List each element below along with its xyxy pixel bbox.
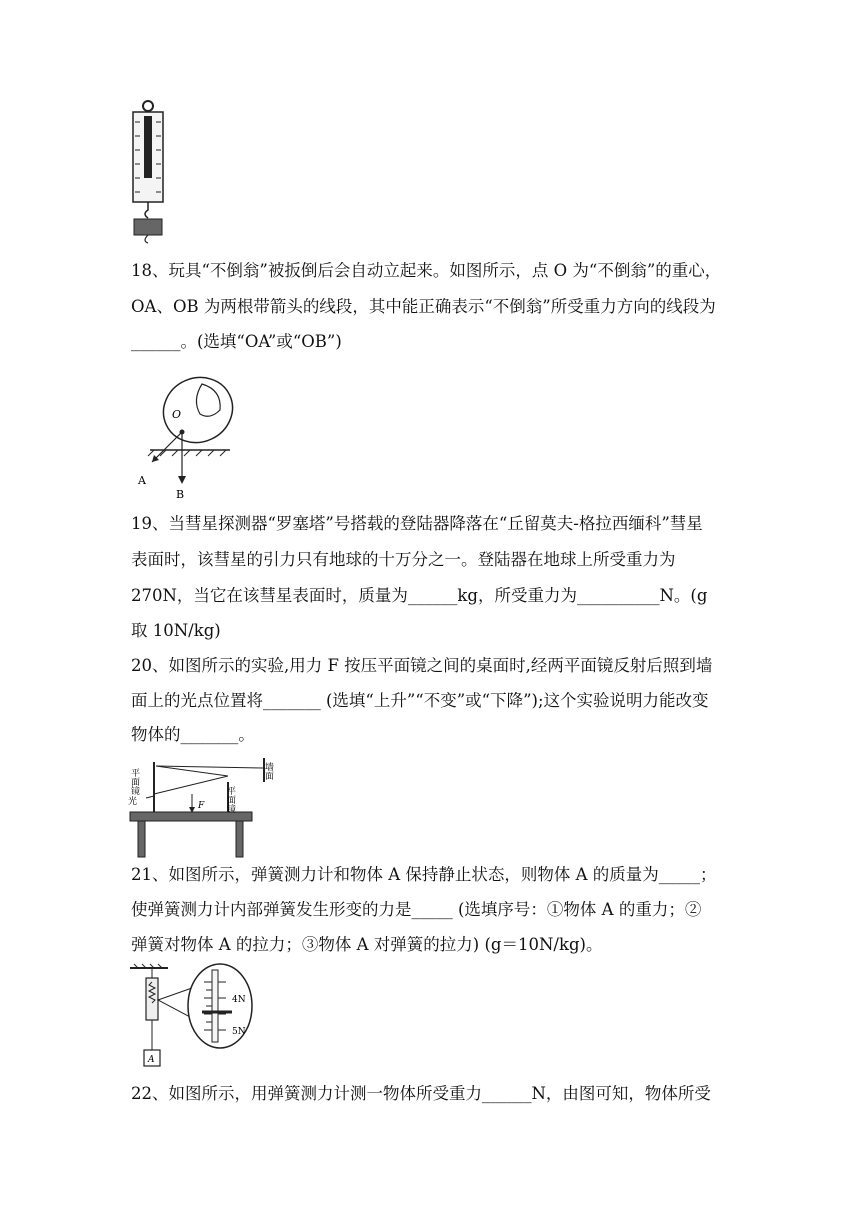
q22-line-1: 22、如图所示，用弹簧测力计测一物体所受重力______N，由图可知，物体所受 [131,1084,711,1103]
spring-balance-figure [128,962,258,1074]
q19-line-1: 19、当彗星探测器“罗塞塔”号搭载的登陆器降落在“丘留莫夫-格拉西缅科”彗星 [131,514,703,533]
q18-line-2: OA、OB 为两根带箭头的线段，其中能正确表示“不倒翁”所受重力方向的线段为 [131,297,716,316]
label-o: O [172,408,182,421]
label-force: F [198,801,205,811]
label-block-a: A [148,1055,155,1065]
q19-line-2: 表面时，该彗星的引力只有地球的十万分之一。登陆器在地球上所受重力为 [131,550,676,569]
q19-line-3: 270N，当它在该彗星表面时，质量为______kg，所受重力为__________N。(g [131,586,708,605]
label-light: 光 [128,797,138,807]
label-b: B [176,488,185,500]
q20-line-2: 面上的光点位置将_______ (选填“上升”“不变”或“下降”);这个实验说明力能改变 [131,691,709,710]
q21-line-1: 21、如图所示，弹簧测力计和物体 A 保持静止状态，则物体 A 的质量为_____； [131,865,717,884]
label-wall: 墙面 [263,762,273,780]
label-mirror-left: 平面镜 [129,768,139,795]
mirror-experiment-figure [126,752,286,862]
q21-line-2: 使弹簧测力计内部弹簧发生形变的力是_____ (选填序号：①物体 A 的重力；② [131,900,702,919]
label-mirror-right: 平面镜 [225,786,235,813]
spring-scale-figure [128,98,168,244]
tick-4n: 4N [232,995,246,1005]
tumbler-figure [130,370,240,500]
q18-line-1: 18、玩具“不倒翁”被扳倒后会自动立起来。如图所示，点 O 为“不倒翁”的重心， [131,261,722,280]
q20-line-3: 物体的_______。 [131,725,255,744]
label-a: A [138,474,146,487]
tick-5n: 5N [232,1027,246,1037]
q18-line-3: ______。(选填“OA”或“OB”) [131,332,342,351]
q19-line-4: 取 10N/kg) [131,621,221,640]
q20-line-1: 20、如图所示的实验,用力 F 按压平面镜之间的桌面时,经两平面镜反射后照到墙 [131,656,713,675]
q21-line-3: 弹簧对物体 A 的拉力；③物体 A 对弹簧的拉力) (g＝10N/kg)。 [131,935,603,954]
